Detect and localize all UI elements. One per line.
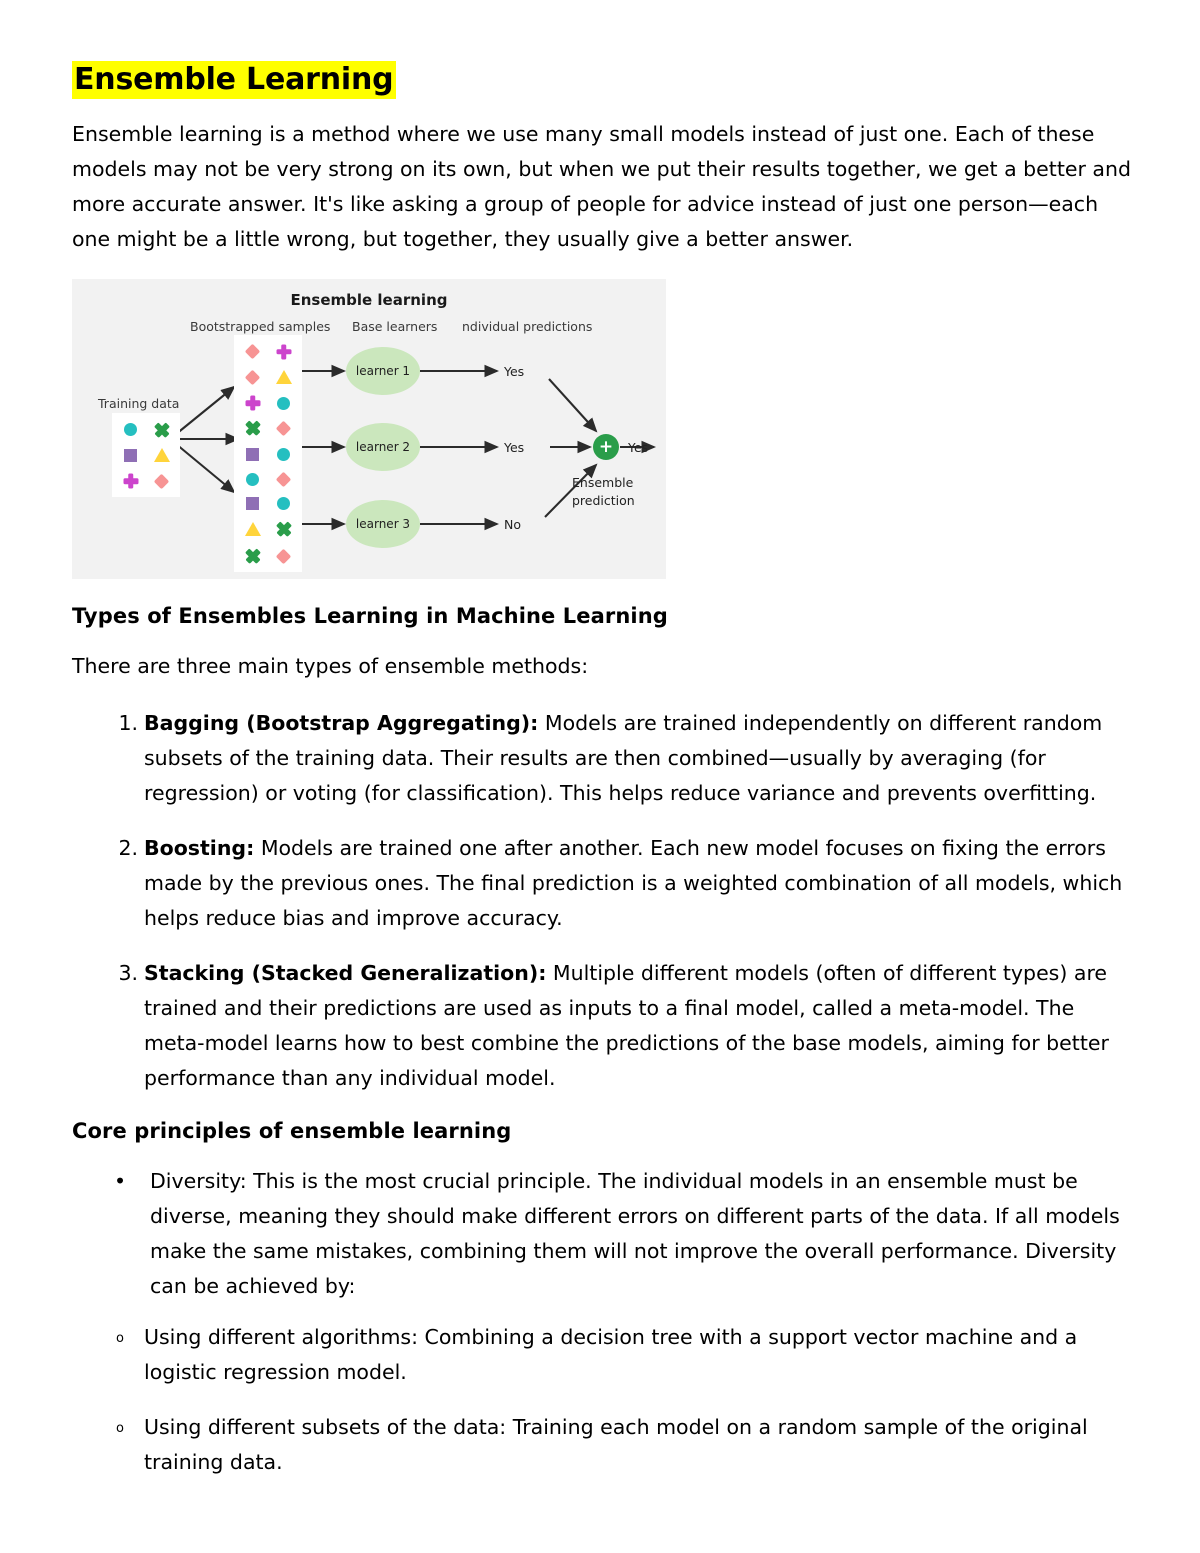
shape-pink-diamond: [154, 473, 170, 489]
figure-label-base-learners: Base learners: [352, 319, 438, 335]
figure-label-bootstrapped-samples: Bootstrapped samples: [190, 319, 331, 335]
list-item-text: Using different algorithms: Combining a decision tree with a support vector machine and a logistic regression model.: [144, 1325, 1078, 1385]
list-item-term: Boosting:: [144, 836, 255, 861]
shape-yellow-triangle: [245, 522, 261, 536]
training-data-box: [112, 413, 180, 497]
shape-magenta-plus: [123, 474, 138, 489]
shape-teal-circle: [124, 423, 137, 436]
bootstrapped-sample-1: [234, 335, 302, 419]
shape-pink-diamond: [276, 420, 292, 436]
diversity-methods-list: [72, 1320, 1135, 1480]
list-item-description: Models are trained one after another. Each new model focuses on fixing the errors made by the previous ones. The final prediction is a weighted combination of all models, which helps reduce bias and improve accuracy.: [144, 836, 1123, 931]
base-learner-2: learner 2: [346, 423, 420, 471]
shape-teal-circle: [246, 473, 259, 486]
combiner-node: +: [593, 434, 619, 460]
list-item-term: Stacking (Stacked Generalization):: [144, 961, 547, 986]
types-intro: There are three main types of ensemble methods:: [72, 654, 589, 679]
shape-teal-circle: [277, 448, 290, 461]
shape-pink-diamond: [245, 344, 261, 360]
prediction-learner-1: Yes: [504, 364, 525, 380]
list-item-text: Using different subsets of the data: Training each model on a random sample of the original training data.: [144, 1415, 1088, 1475]
page-title: [72, 62, 1135, 97]
shape-green-x: [276, 522, 291, 537]
shape-yellow-triangle: [276, 370, 292, 384]
page-title-highlight: Ensemble Learning: [72, 61, 396, 99]
sub-bullet-marker: o: [116, 1331, 124, 1347]
shape-pink-diamond: [276, 472, 292, 488]
list-item: [72, 956, 1135, 1096]
sub-bullet-marker: o: [116, 1421, 124, 1437]
list-item: [72, 1410, 1135, 1480]
core-principles-list: [72, 1164, 1135, 1304]
shape-purple-square: [124, 449, 137, 462]
bootstrapped-sample-3: [234, 488, 302, 572]
shape-yellow-triangle: [154, 448, 170, 462]
list-item: [72, 831, 1135, 936]
base-learner-3: learner 3: [346, 500, 420, 548]
ensemble-prediction-label-line1: Ensemble: [572, 475, 634, 491]
prediction-learner-3: No: [504, 517, 521, 533]
shape-green-x: [154, 422, 169, 437]
list-item-term: Bagging (Bootstrap Aggregating):: [144, 711, 539, 736]
base-learner-1: learner 1: [346, 347, 420, 395]
shape-teal-circle: [277, 397, 290, 410]
shape-magenta-plus: [276, 344, 291, 359]
prediction-learner-2: Yes: [504, 440, 525, 456]
figure-title: Ensemble learning: [290, 291, 448, 310]
figure-label-individual-predictions: ndividual predictions: [462, 319, 593, 335]
intro-paragraph: Ensemble learning is a method where we use many small models instead of just one. Each of these models may not be very strong on its own, but when we put their results together, we get a better and more accurate answer. It's like asking a group of people for advice instead of just one person—each one might be a little wrong, but together, they usually give a better answer.: [72, 122, 1131, 252]
document-content: [72, 62, 1135, 1500]
list-item-text: Diversity: This is the most crucial principle. The individual models in an ensemble must be diverse, meaning they should make different errors on different parts of the data. If all models make the same mistakes, combining them will not improve the overall performance. Diversity can be achieved by:: [150, 1169, 1120, 1299]
bootstrapped-sample-2: [234, 411, 302, 495]
shape-purple-square: [246, 497, 259, 510]
shape-green-x: [245, 421, 260, 436]
shape-magenta-plus: [245, 396, 260, 411]
shape-pink-diamond: [276, 548, 292, 564]
figure-label-training-data: Training data: [98, 396, 180, 412]
bullet-marker: •: [114, 1169, 127, 1194]
list-item: [72, 706, 1135, 811]
shape-teal-circle: [277, 497, 290, 510]
list-item-description: Multiple different models (often of different types) are trained and their predictions are used as inputs to a final model, called a meta-model. The meta-model learns how to best combine the predictions of the base models, aiming for better performance than any individual model.: [144, 961, 1109, 1091]
shape-pink-diamond: [245, 370, 261, 386]
list-marker: 2.: [118, 836, 138, 861]
ensemble-prediction-label-line2: prediction: [572, 493, 635, 509]
list-item: [72, 1164, 1135, 1304]
principles-heading: Core principles of ensemble learning: [72, 1119, 512, 1144]
final-prediction: Yes: [628, 440, 649, 456]
shape-purple-square: [246, 448, 259, 461]
ensemble-types-list: [72, 706, 1135, 1096]
list-item: [72, 1320, 1135, 1390]
list-marker: 3.: [118, 961, 138, 986]
ensemble-learning-diagram: [72, 279, 666, 579]
shape-green-x: [245, 549, 260, 564]
types-heading: Types of Ensembles Learning in Machine Learning: [72, 604, 668, 629]
list-item-description: Models are trained independently on different random subsets of the training data. Their results are then combined—usually by averaging (for regression) or voting (for classification). This helps reduce variance and prevents overfitting.: [144, 711, 1103, 806]
list-marker: 1.: [118, 711, 138, 736]
